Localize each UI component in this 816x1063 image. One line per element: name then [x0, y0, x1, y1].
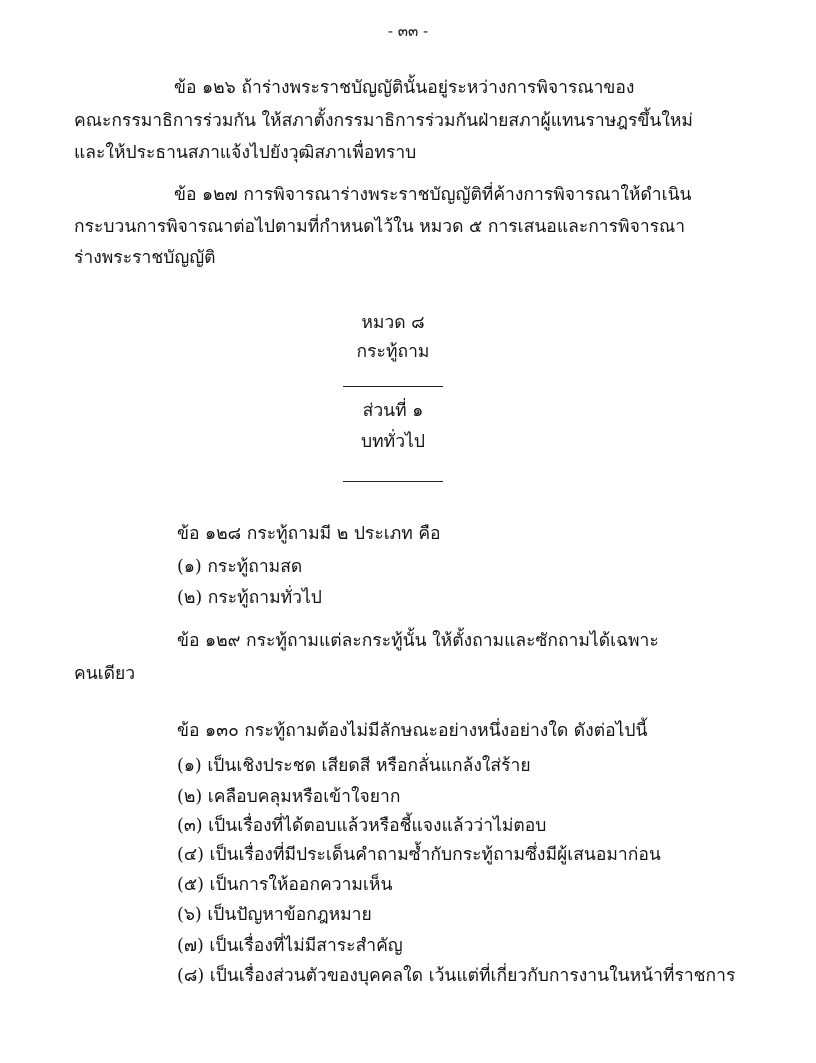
section-127-line-3: ร่างพระราชบัญญัติ — [74, 248, 216, 268]
section-126-line-2: คณะกรรมาธิการร่วมกัน ให้สภาตั้งกรรมาธิการร่วมกันฝ่ายสภาผู้แทนราษฎรขึ้นใหม่ — [74, 111, 693, 131]
section-128-item: (๑) กระทู้ถามสด — [177, 557, 303, 577]
section-126-line-3: และให้ประธานสภาแจ้งไปยังวุฒิสภาเพื่อทราบ — [74, 143, 417, 163]
section-130-item: (๓) เป็นเรื่องที่ได้ตอบแล้วหรือชี้แจงแล้วว่าไม่ตอบ — [177, 816, 547, 836]
chapter-title: กระทู้ถาม — [356, 342, 430, 362]
section-128-line-1: ข้อ ๑๒๘ กระทู้ถามมี ๒ ประเภท คือ — [177, 524, 441, 544]
page-number: - ๓๓ - — [387, 22, 429, 40]
heading-divider — [343, 481, 443, 482]
part-number: ส่วนที่ ๑ — [362, 401, 424, 421]
section-129-line-1: ข้อ ๑๒๙ กระทู้ถามแต่ละกระทู้นั้น ให้ตั้งถามและซักถามได้เฉพาะ — [177, 631, 659, 651]
section-129-line-2: คนเดียว — [74, 664, 136, 684]
section-130-item: (๑) เป็นเชิงประชด เสียดสี หรือกลั่นแกล้งใส่ร้าย — [177, 756, 531, 776]
section-130-item: (๔) เป็นเรื่องที่มีประเด็นคำถามซ้ำกับกระทู้ถามซึ่งมีผู้เสนอมาก่อน — [177, 845, 661, 865]
section-130-item: (๘) เป็นเรื่องส่วนตัวของบุคคลใด เว้นแต่ที่เกี่ยวกับการงานในหน้าที่ราชการ — [177, 966, 736, 986]
section-126-line-1: ข้อ ๑๒๖ ถ้าร่างพระราชบัญญัตินั้นอยู่ระหว่างการพิจารณาของ — [174, 78, 635, 98]
section-127-line-2: กระบวนการพิจารณาต่อไปตามที่กำหนดไว้ใน หมวด ๕ การเสนอและการพิจารณา — [74, 217, 686, 237]
heading-divider — [343, 386, 443, 387]
part-title: บททั่วไป — [361, 432, 425, 452]
section-130-item: (๗) เป็นเรื่องที่ไม่มีสาระสำคัญ — [177, 936, 403, 956]
section-130-item: (๕) เป็นการให้ออกความเห็น — [177, 875, 393, 895]
section-130-item: (๖) เป็นปัญหาข้อกฎหมาย — [177, 905, 372, 925]
section-130-line-1: ข้อ ๑๓๐ กระทู้ถามต้องไม่มีลักษณะอย่างหนึ่งอย่างใด ดังต่อไปนี้ — [177, 721, 648, 741]
section-130-item: (๒) เคลือบคลุมหรือเข้าใจยาก — [177, 787, 401, 807]
section-127-line-1: ข้อ ๑๒๗ การพิจารณาร่างพระราชบัญญัติที่ค้างการพิจารณาให้ดำเนิน — [174, 185, 692, 205]
section-128-item: (๒) กระทู้ถามทั่วไป — [177, 588, 322, 608]
chapter-number: หมวด ๘ — [361, 313, 425, 333]
